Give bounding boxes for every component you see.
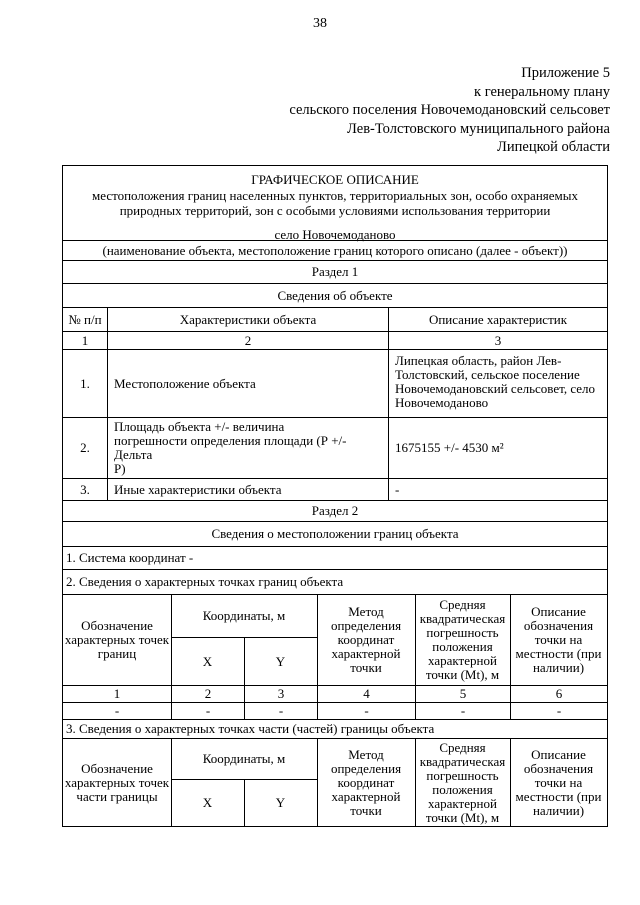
section1-header-row [63, 308, 607, 332]
section2-title: Раздел 2 [311, 503, 359, 518]
error-header [415, 739, 510, 826]
point-value: - [317, 703, 415, 719]
column-number: 1 [81, 332, 89, 348]
coordinates-header: Координаты, м [202, 751, 286, 766]
y-header: Y [275, 653, 286, 669]
characteristic-line: погрешности определения площади (Р +/- Дельта [114, 433, 347, 462]
header-line: квадратическая [419, 753, 506, 769]
section1-title-row [63, 261, 607, 284]
header-line: характерных точек [64, 774, 170, 790]
column-number: 3 [244, 686, 317, 702]
header-line: квадратическая [419, 611, 506, 626]
header-line: границ [97, 646, 137, 661]
appendix-line: к генеральному плану [474, 83, 610, 100]
header-line: определения [330, 760, 402, 776]
header-line: местности (при [515, 646, 602, 661]
section2-subtitle-row [63, 522, 607, 547]
section1-subtitle-row [63, 284, 607, 308]
method-header [317, 739, 415, 826]
point-value: - [171, 703, 244, 719]
section1-title: Раздел 1 [311, 264, 359, 279]
appendix-block [289, 64, 610, 157]
error-header [415, 595, 510, 685]
document-subtitle: местоположения границ населенных пунктов, территориальных зон, особо охраняемых [92, 188, 578, 203]
x-header: X [202, 795, 213, 810]
description-line: Липецкая область, район Лев- [395, 353, 562, 368]
table-row [63, 418, 607, 479]
header-line: определения [330, 618, 402, 633]
description-cell: - [388, 479, 607, 500]
description-cell [388, 350, 607, 417]
points-colnum-row [63, 686, 607, 703]
header-line: точки на [534, 774, 583, 790]
object-note-row [63, 241, 607, 261]
row-number: 3. [80, 481, 90, 497]
header-line: Обозначение [81, 618, 153, 633]
part-heading: 3. Сведения о характерных точках части (частей) границы объекта [66, 721, 435, 736]
coordinates-header: Координаты, м [202, 608, 286, 623]
header-line: точки [350, 802, 382, 818]
header-line: Описание [531, 604, 586, 619]
header-row [63, 166, 607, 241]
header-line: Средняя [439, 597, 486, 612]
point-value: - [244, 703, 317, 719]
column-number: 1 [113, 686, 121, 701]
header-line: обозначения [523, 760, 594, 776]
table-row [63, 703, 607, 720]
graphic-description-table [62, 165, 608, 827]
header-cell [63, 166, 607, 240]
header-line: погрешность [426, 625, 499, 640]
characteristic-cell: Местоположение объекта [107, 350, 388, 417]
page-number: 38 [313, 16, 327, 31]
settlement-name: село Новочемоданово [274, 227, 396, 242]
point-value: - [114, 703, 120, 718]
header-line: точки [350, 660, 382, 675]
coord-system: 1. Система координат - [66, 550, 194, 565]
row-number: 1. [80, 375, 90, 391]
column-header [63, 595, 171, 685]
header-line: точки (Mt), м [425, 667, 500, 682]
column-header [63, 739, 171, 826]
appendix-line: Приложение 5 [521, 65, 610, 81]
document-title: ГРАФИЧЕСКОЕ ОПИСАНИЕ [251, 172, 419, 187]
column-number: 5 [415, 686, 510, 702]
header-line: наличии) [532, 802, 585, 818]
document-subtitle: природных территорий, зон с особыми условиями использования территории [119, 203, 551, 218]
header-line: точки на [534, 632, 583, 647]
points-table-header [63, 595, 607, 686]
points-heading-row [63, 570, 607, 595]
header-line: Метод [348, 604, 384, 619]
part-table-header [63, 739, 607, 826]
column-number: 6 [510, 686, 607, 702]
characteristic-line: Площадь объекта +/- величина [114, 419, 285, 434]
characteristic-cell: Иные характеристики объекта [107, 479, 388, 500]
header-line: части границы [76, 788, 158, 804]
point-description-header [510, 739, 607, 826]
description-cell: 1675155 +/- 4530 м² [388, 418, 607, 478]
header-line: Средняя [439, 739, 486, 755]
header-line: координат [337, 632, 395, 647]
coord-system-row [63, 547, 607, 570]
appendix-line: Лев-Толстовского муниципального района [347, 120, 610, 137]
appendix-line: Липецкой области [497, 139, 610, 155]
description-line: Толстовский, сельское поселение [395, 367, 580, 382]
x-header: X [202, 653, 213, 669]
header-line: характерной [428, 653, 497, 668]
header-line: Обозначение [81, 760, 153, 776]
header-line: местности (при [515, 788, 602, 804]
table-row [63, 350, 607, 418]
header-line: положения [432, 639, 493, 654]
header-line: характерных точек [64, 632, 170, 647]
points-heading: 2. Сведения о характерных точках границ объекта [66, 574, 344, 589]
header-line: Метод [348, 746, 384, 762]
section1-subtitle: Сведения об объекте [277, 287, 393, 303]
header-line: Описание [531, 746, 586, 762]
section2-title-row [63, 501, 607, 522]
column-number: 4 [317, 686, 415, 702]
point-value: - [415, 703, 510, 719]
header-line: характерной [331, 646, 401, 661]
header-line: обозначения [523, 618, 594, 633]
column-header: № п/п [68, 311, 102, 327]
point-value: - [510, 703, 607, 719]
header-line: характерной [331, 788, 401, 804]
description-line: Новочемоданово [395, 395, 489, 410]
header-line: погрешность [426, 767, 499, 783]
object-note: (наименование объекта, местоположение границ которого описано (далее - объект)) [102, 242, 568, 258]
header-line: положения [432, 781, 493, 797]
row-number: 2. [80, 440, 90, 455]
characteristic-cell [107, 418, 388, 478]
method-header [317, 595, 415, 685]
column-header: Описание характеристик [388, 308, 607, 331]
table-row [63, 479, 607, 501]
header-line: наличии) [532, 660, 585, 675]
appendix-line: сельского поселения Новочемодановский сельсовет [289, 102, 610, 118]
column-number: 2 [107, 332, 388, 349]
characteristic-line: Р) [114, 461, 126, 476]
section2-subtitle: Сведения о местоположении границ объекта [211, 526, 459, 541]
part-heading-row [63, 720, 607, 739]
header-line: координат [337, 774, 395, 790]
column-number: 2 [171, 686, 244, 702]
description-line: Новочемодановский сельсовет, село [395, 381, 596, 396]
header-line: характерной [428, 795, 497, 811]
y-header: Y [275, 795, 286, 810]
section1-colnum-row [63, 332, 607, 350]
header-line: точки (Mt), м [425, 809, 500, 825]
point-description-header [510, 595, 607, 685]
column-header: Характеристики объекта [107, 308, 388, 331]
column-number: 3 [388, 332, 607, 349]
